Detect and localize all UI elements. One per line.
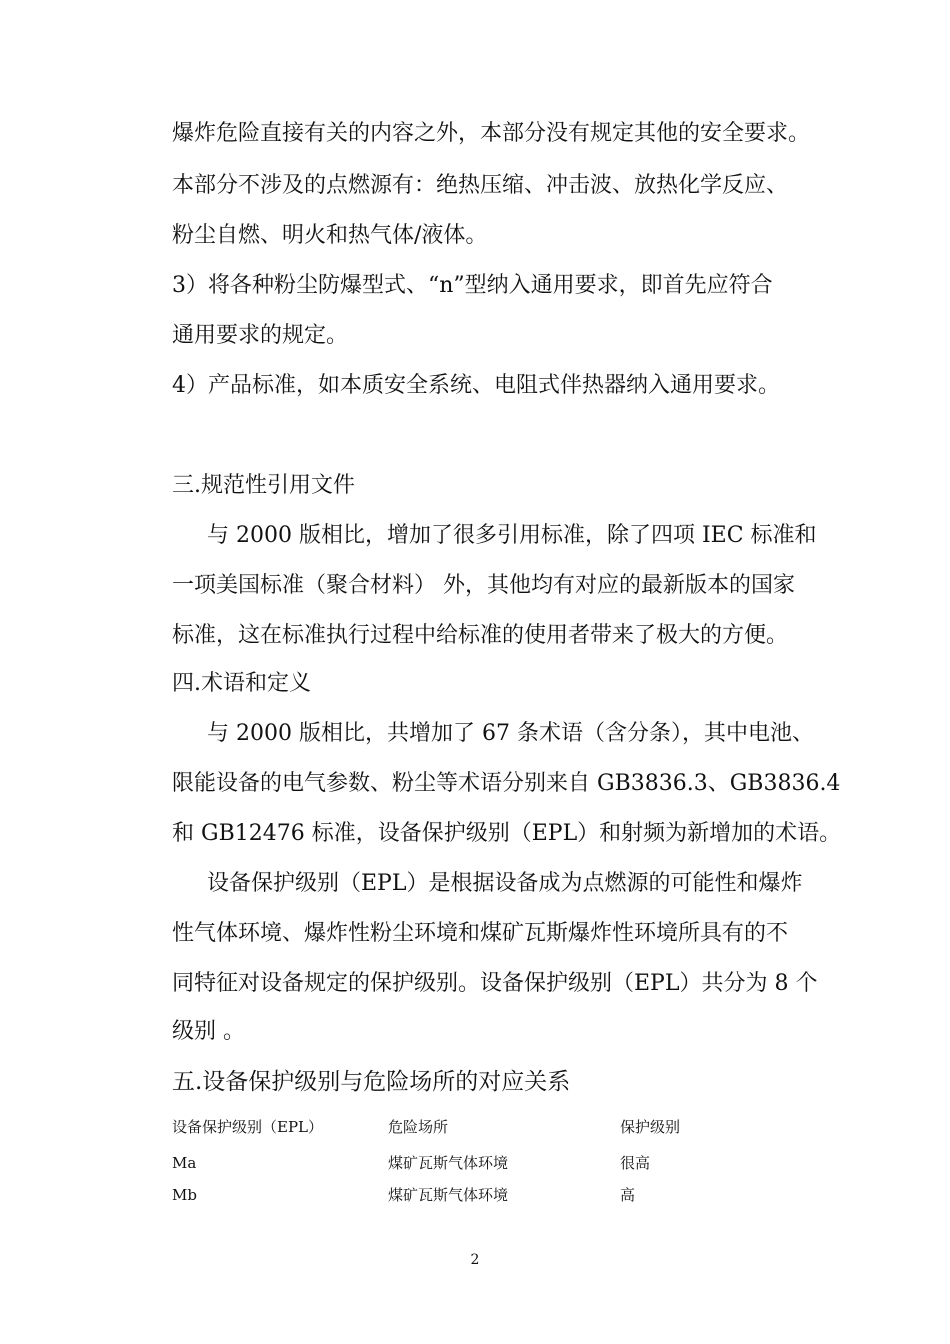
table-cell: 高: [620, 1186, 636, 1204]
section-heading-terms: 四.术语和定义: [172, 671, 311, 696]
paragraph-line: 与 2000 版相比，增加了很多引用标准，除了四项 IEC 标准和: [207, 523, 817, 548]
body-line: 爆炸危险直接有关的内容之外，本部分没有规定其他的安全要求。: [172, 121, 811, 146]
section-heading-epl-mapping: 五.设备保护级别与危险场所的对应关系: [172, 1069, 571, 1095]
table-cell: Mb: [172, 1186, 197, 1204]
section-heading-references: 三.规范性引用文件: [172, 473, 355, 498]
paragraph-line: 和 GB12476 标准，设备保护级别（EPL）和射频为新增加的术语。: [172, 821, 842, 846]
paragraph-line: 标准，这在标准执行过程中给标准的使用者带来了极大的方便。: [172, 623, 789, 648]
table-cell: 煤矿瓦斯气体环境: [388, 1186, 509, 1204]
paragraph-line: 与 2000 版相比，共增加了 67 条术语（含分条），其中电池、: [207, 721, 814, 746]
table-cell: Ma: [172, 1154, 197, 1172]
table-cell: 煤矿瓦斯气体环境: [388, 1154, 509, 1172]
table-cell: 很高: [620, 1154, 651, 1172]
body-line: 通用要求的规定。: [172, 323, 349, 348]
table-header-area: 危险场所: [388, 1118, 449, 1136]
page-number: 2: [470, 1252, 480, 1268]
body-line: 4）产品标准，如本质安全系统、电阻式伴热器纳入通用要求。: [172, 373, 780, 398]
body-line: 本部分不涉及的点燃源有：绝热压缩、冲击波、放热化学反应、: [172, 173, 789, 198]
paragraph-line: 设备保护级别（EPL）是根据设备成为点燃源的可能性和爆炸: [207, 871, 803, 896]
table-header-level: 保护级别: [620, 1118, 681, 1136]
table-header-epl: 设备保护级别（EPL）: [172, 1118, 324, 1136]
paragraph-line: 性气体环境、爆炸性粉尘环境和煤矿瓦斯爆炸性环境所具有的不: [172, 921, 789, 946]
paragraph-line: 一项美国标准（聚合材料） 外，其他均有对应的最新版本的国家: [172, 573, 795, 598]
paragraph-line: 级别 。: [172, 1019, 245, 1044]
paragraph-line: 同特征对设备规定的保护级别。设备保护级别（EPL）共分为 8 个: [172, 971, 818, 996]
paragraph-line: 限能设备的电气参数、粉尘等术语分别来自 GB3836.3、GB3836.4: [172, 771, 841, 796]
body-line: 3）将各种粉尘防爆型式、“n”型纳入通用要求，即首先应符合: [172, 273, 773, 298]
body-line: 粉尘自燃、明火和热气体/液体。: [172, 223, 488, 248]
